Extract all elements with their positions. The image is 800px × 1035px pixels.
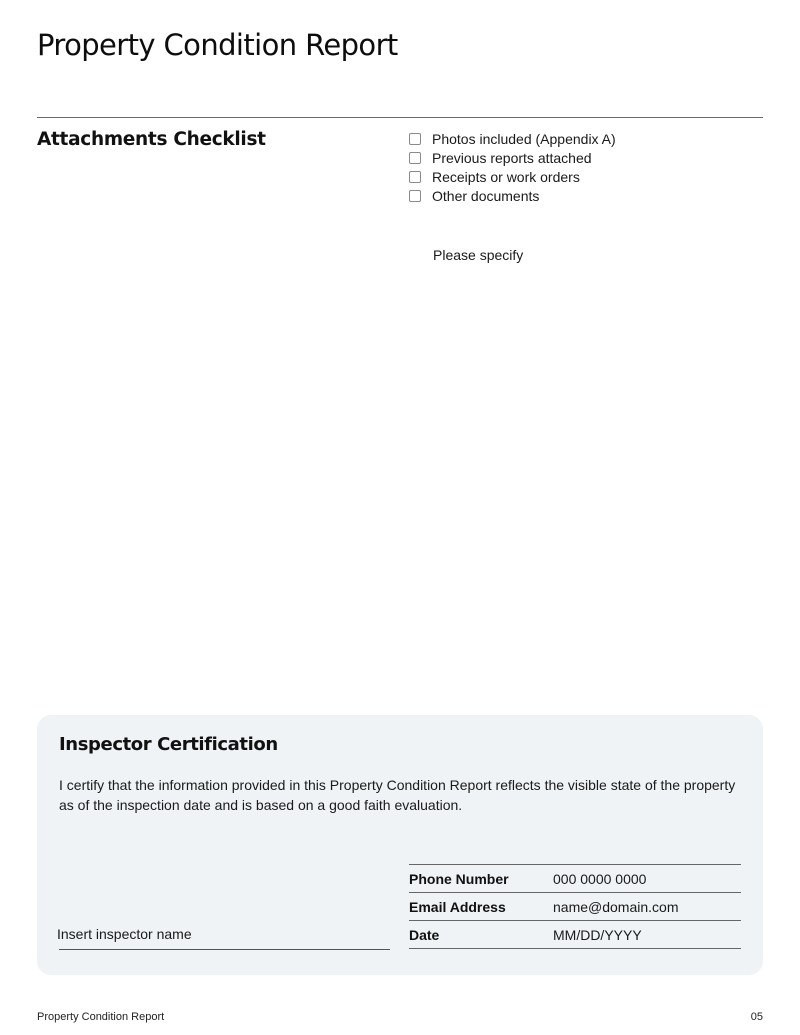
footer-document-name: Property Condition Report bbox=[37, 1011, 165, 1023]
phone-number-label: Phone Number bbox=[409, 870, 509, 887]
checklist-item-label: Receipts or work orders bbox=[432, 168, 580, 185]
inspector-name-field[interactable] bbox=[59, 926, 390, 950]
checklist-item-label: Other documents bbox=[432, 187, 540, 204]
email-address-label: Email Address bbox=[409, 898, 506, 915]
date-row bbox=[409, 921, 741, 949]
attachments-checklist bbox=[409, 129, 616, 205]
header-divider bbox=[37, 117, 763, 118]
checkbox-icon[interactable] bbox=[409, 171, 421, 183]
footer-page-number: 05 bbox=[750, 1011, 763, 1023]
date-label: Date bbox=[409, 926, 440, 943]
page-title: Property Condition Report bbox=[37, 28, 398, 62]
checkbox-icon[interactable] bbox=[409, 190, 421, 202]
email-address-row bbox=[409, 893, 741, 921]
inspector-certification-card bbox=[37, 715, 763, 975]
checklist-item-label: Photos included (Appendix A) bbox=[432, 130, 616, 147]
inspector-name-placeholder: Insert inspector name bbox=[57, 926, 192, 942]
certification-statement: I certify that the information provided in this Property Condition Report reflects the visible state of the property as of the inspection date and is based on a good faith evaluation. bbox=[59, 777, 736, 813]
email-address-field[interactable]: name@domain.com bbox=[553, 898, 679, 915]
inspector-contact-table bbox=[409, 864, 741, 949]
phone-number-field[interactable]: 000 0000 0000 bbox=[553, 870, 647, 887]
other-documents-specify-field[interactable]: Please specify bbox=[433, 247, 524, 263]
date-field[interactable]: MM/DD/YYYY bbox=[553, 926, 642, 943]
checklist-item-photos[interactable] bbox=[409, 129, 616, 148]
certification-title: Inspector Certification bbox=[59, 734, 278, 755]
checkbox-icon[interactable] bbox=[409, 133, 421, 145]
phone-number-row bbox=[409, 865, 741, 893]
checkbox-icon[interactable] bbox=[409, 152, 421, 164]
attachments-checklist-title: Attachments Checklist bbox=[37, 129, 266, 150]
checklist-item-label: Previous reports attached bbox=[432, 149, 592, 166]
